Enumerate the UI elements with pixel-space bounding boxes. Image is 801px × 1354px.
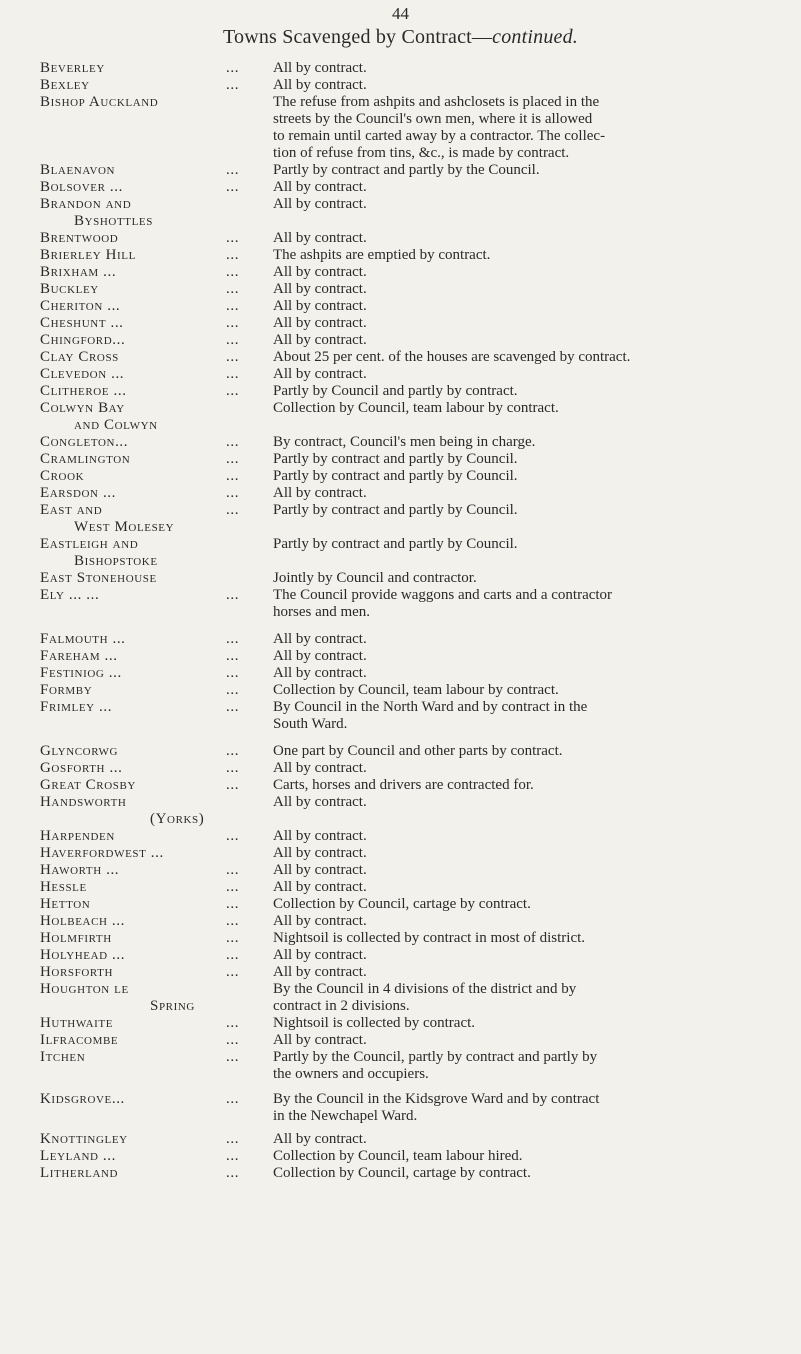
scavenging-description: All by contract. [273,485,367,501]
leader-dots: ... [226,1015,240,1031]
scavenging-description: Partly by the Council, partly by contract and partly by the owners and occupiers. [273,1049,598,1082]
table-row [40,1131,785,1148]
town-name-line: Hetton [40,896,91,912]
table-row [40,648,785,665]
town-name [40,536,273,570]
town-name [40,570,273,587]
town-name-line: Itchen [40,1049,86,1065]
town-name [40,60,273,77]
leader-dots: ... [226,862,240,878]
table-row [40,264,785,281]
leader-dots: ... [226,631,240,647]
table-row [40,587,785,621]
town-name [40,468,273,485]
table-row [40,743,785,760]
page-title [0,26,801,49]
town-name [40,1032,273,1049]
scavenging-description: Collection by Council, team labour by contract. [273,682,559,698]
town-name-line: Clay Cross [40,349,119,365]
table-row [40,1091,785,1125]
scavenging-description: By the Council in the Kidsgrove Ward and by contract in the Newchapel Ward. [273,1091,600,1124]
scavenging-description: By the Council in 4 divisions of the district and by contract in 2 divisions. [273,981,577,1014]
leader-dots: ... [226,947,240,963]
town-name [40,743,273,760]
scavenging-description: All by contract. [273,60,367,76]
town-name [40,349,273,366]
table-row [40,930,785,947]
table-row [40,570,785,587]
leader-dots: ... [226,434,240,450]
town-name [40,77,273,94]
leader-dots: ... [226,699,240,715]
leader-dots: ... [226,1032,240,1048]
town-name [40,879,273,896]
town-name [40,699,273,716]
table-row [40,913,785,930]
town-name-line: Cheshunt ... [40,315,124,331]
town-name [40,400,273,434]
table-row [40,60,785,77]
towns-table [40,60,785,1182]
town-name [40,913,273,930]
scavenging-description: Collection by Council, team labour by contract. [273,400,559,416]
town-name [40,862,273,879]
leader-dots: ... [226,502,240,518]
town-name [40,196,273,230]
table-row [40,366,785,383]
table-row [40,230,785,247]
table-row [40,196,785,230]
scavenging-description: All by contract. [273,665,367,681]
town-name-line: Haworth ... [40,862,120,878]
town-name [40,502,273,536]
town-name [40,1165,273,1182]
town-name-line: Holyhead ... [40,947,126,963]
town-name-line: Cheriton ... [40,298,121,314]
town-name-line: Hessle [40,879,87,895]
town-name-line: Buckley [40,281,99,297]
town-name-line: Festiniog ... [40,665,122,681]
scavenging-description: All by contract. [273,179,367,195]
town-name [40,1015,273,1032]
leader-dots: ... [226,247,240,263]
scavenging-description: All by contract. [273,281,367,297]
leader-dots: ... [226,828,240,844]
scavenging-description: Partly by contract and partly by Council. [273,451,518,467]
town-name [40,930,273,947]
table-row [40,94,785,162]
table-row [40,332,785,349]
town-name-line: Huthwaite [40,1015,114,1031]
town-name-line: East and [40,502,103,518]
leader-dots: ... [226,451,240,467]
town-name-line: Ely ... ... [40,587,100,603]
page-title-italic: continued. [492,26,579,48]
leader-dots: ... [226,1148,240,1164]
leader-dots: ... [226,896,240,912]
town-name [40,845,273,862]
scavenging-description: The Council provide waggons and carts and a contractor horses and men. [273,587,613,620]
scavenging-description: Partly by contract and partly by Council. [273,502,518,518]
town-name [40,896,273,913]
town-name-line: Gosforth ... [40,760,123,776]
scavenging-description: By Council in the North Ward and by contract in the South Ward. [273,699,588,732]
town-name [40,631,273,648]
scavenging-description: Collection by Council, team labour hired. [273,1148,523,1164]
town-name [40,366,273,383]
town-name-line: Haverfordwest ... [40,845,164,861]
town-name-line: Colwyn Bay [40,400,125,416]
scavenging-description: About 25 per cent. of the houses are scavenged by contract. [273,349,631,365]
leader-dots: ... [226,281,240,297]
scavenging-description: All by contract. [273,862,367,878]
town-name-line: Byshottles [74,213,153,229]
scavenging-description: All by contract. [273,366,367,382]
scavenging-description: All by contract. [273,631,367,647]
town-name-line: Bishop Auckland [40,94,159,110]
scavenging-description: Partly by Council and partly by contract. [273,383,518,399]
town-name [40,648,273,665]
leader-dots: ... [226,383,240,399]
town-name-line: Holmfirth [40,930,112,946]
town-name [40,451,273,468]
leader-dots: ... [226,315,240,331]
table-row [40,1015,785,1032]
scavenging-description: Partly by contract and partly by the Council. [273,162,540,178]
leader-dots: ... [226,1165,240,1181]
town-name-line: Clevedon ... [40,366,125,382]
table-row [40,536,785,570]
table-row [40,502,785,536]
table-row [40,862,785,879]
town-name-line: Spring [150,998,195,1014]
table-row [40,1032,785,1049]
leader-dots: ... [226,485,240,501]
table-row [40,77,785,94]
town-name [40,383,273,400]
leader-dots: ... [226,366,240,382]
leader-dots: ... [226,930,240,946]
table-row [40,315,785,332]
town-name [40,1131,273,1148]
scavenging-description: All by contract. [273,828,367,844]
scavenging-description: Partly by contract and partly by Council. [273,468,518,484]
leader-dots: ... [226,60,240,76]
page-title-text: Towns Scavenged by Contract— [222,26,493,48]
table-row [40,298,785,315]
town-name-line: Brandon and [40,196,132,212]
table-row [40,1148,785,1165]
scavenging-description: All by contract. [273,648,367,664]
town-name-line: Glyncorwg [40,743,119,759]
leader-dots: ... [226,1131,240,1147]
table-row [40,1049,785,1083]
scavenging-description: All by contract. [273,230,367,246]
town-name-line: Harpenden [40,828,115,844]
town-name [40,964,273,981]
table-row [40,896,785,913]
town-name-line: Cramlington [40,451,131,467]
table-row [40,777,785,794]
leader-dots: ... [226,77,240,93]
scavenging-description: All by contract. [273,947,367,963]
town-name-line: Brentwood [40,230,119,246]
leader-dots: ... [226,777,240,793]
leader-dots: ... [226,587,240,603]
leader-dots: ... [226,332,240,348]
leader-dots: ... [226,913,240,929]
table-row [40,247,785,264]
scavenging-description: By contract, Council's men being in charge. [273,434,536,450]
scavenging-description: All by contract. [273,760,367,776]
table-row [40,383,785,400]
table-row [40,682,785,699]
town-name [40,777,273,794]
town-name-line: Earsdon ... [40,485,116,501]
table-row [40,828,785,845]
table-row [40,468,785,485]
scavenging-description: Carts, horses and drivers are contracted for. [273,777,534,793]
town-name-line: Eastleigh and [40,536,139,552]
leader-dots: ... [226,665,240,681]
town-name-line: Frimley ... [40,699,113,715]
town-name [40,1091,273,1108]
town-name [40,230,273,247]
table-row [40,947,785,964]
town-name-line: Blaenavon [40,162,116,178]
town-name-line: Clitheroe ... [40,383,127,399]
town-name [40,247,273,264]
town-name [40,332,273,349]
town-name [40,1049,273,1066]
table-row [40,981,785,1015]
table-row [40,964,785,981]
town-name-line: Litherland [40,1165,119,1181]
leader-dots: ... [226,468,240,484]
town-name-line: Great Crosby [40,777,136,793]
table-row [40,1165,785,1182]
scavenging-description: All by contract. [273,315,367,331]
leader-dots: ... [226,682,240,698]
town-name-line: Leyland ... [40,1148,116,1164]
town-name-line: Crook [40,468,85,484]
table-row [40,434,785,451]
page-number: 44 [392,4,409,23]
town-name-line: Brixham ... [40,264,117,280]
town-name-line: Ilfracombe [40,1032,119,1048]
table-row [40,179,785,196]
town-name [40,315,273,332]
table-row [40,879,785,896]
town-name-line: (Yorks) [150,811,205,827]
scavenging-description: Collection by Council, cartage by contract. [273,896,531,912]
leader-dots: ... [226,879,240,895]
scavenging-description: One part by Council and other parts by contract. [273,743,563,759]
table-row [40,631,785,648]
town-name-line: Holbeach ... [40,913,125,929]
leader-dots: ... [226,743,240,759]
table-row [40,665,785,682]
table-row [40,760,785,777]
table-row [40,485,785,502]
scavenging-description: All by contract. [273,845,367,861]
scavenging-description: All by contract. [273,298,367,314]
leader-dots: ... [226,1091,240,1107]
town-name [40,485,273,502]
town-name-line: East Stonehouse [40,570,157,586]
town-name [40,682,273,699]
town-name [40,264,273,281]
town-name-line: Horsforth [40,964,114,980]
leader-dots: ... [226,230,240,246]
table-row [40,845,785,862]
town-name [40,794,273,828]
town-name-line: Beverley [40,60,105,76]
town-name [40,981,273,1015]
leader-dots: ... [226,179,240,195]
town-name [40,434,273,451]
town-name-line: and Colwyn [74,417,158,433]
leader-dots: ... [226,162,240,178]
scavenging-description: All by contract. [273,77,367,93]
town-name-line: Brierley Hill [40,247,136,263]
table-row [40,794,785,828]
scavenging-description: Jointly by Council and contractor. [273,570,477,586]
scavenging-description: Collection by Council, cartage by contract. [273,1165,531,1181]
leader-dots: ... [226,349,240,365]
scavenging-description: All by contract. [273,1032,367,1048]
town-name [40,760,273,777]
scavenging-description: Nightsoil is collected by contract. [273,1015,476,1031]
town-name [40,947,273,964]
leader-dots: ... [226,964,240,980]
table-row [40,349,785,366]
leader-dots: ... [226,298,240,314]
town-name-line: Fareham ... [40,648,118,664]
scavenging-description: All by contract. [273,964,367,980]
scavenging-description: All by contract. [273,913,367,929]
leader-dots: ... [226,648,240,664]
scavenging-description: All by contract. [273,794,367,810]
table-row [40,281,785,298]
town-name-line: West Molesey [74,519,175,535]
leader-dots: ... [226,760,240,776]
town-name-line: Bexley [40,77,90,93]
scavenging-description: All by contract. [273,332,367,348]
town-name-line: Chingford... [40,332,126,348]
town-name [40,179,273,196]
leader-dots: ... [226,264,240,280]
leader-dots: ... [226,1049,240,1065]
table-row [40,162,785,179]
town-name-line: Handsworth [40,794,127,810]
town-name [40,298,273,315]
table-row [40,699,785,733]
town-name [40,281,273,298]
town-name-line: Kidsgrove... [40,1091,125,1107]
town-name-line: Falmouth ... [40,631,126,647]
scavenging-description: Nightsoil is collected by contract in most of district. [273,930,586,946]
town-name [40,665,273,682]
town-name-line: Bolsover ... [40,179,123,195]
table-row [40,400,785,434]
scavenging-description: All by contract. [273,196,367,212]
town-name [40,587,273,604]
table-row [40,451,785,468]
town-name [40,828,273,845]
town-name [40,1148,273,1165]
town-name-line: Formby [40,682,93,698]
town-name-line: Congleton... [40,434,129,450]
scavenging-description: All by contract. [273,1131,367,1147]
scavenging-description: All by contract. [273,264,367,280]
scavenging-description: The ashpits are emptied by contract. [273,247,491,263]
scavenging-description: All by contract. [273,879,367,895]
town-name-line: Houghton le [40,981,129,997]
town-name-line: Knottingley [40,1131,128,1147]
town-name-line: Bishopstoke [74,553,158,569]
scavenging-description: The refuse from ashpits and ashclosets is placed in the streets by the Council's own men, where it is allowed to remain until carted away by a contractor. The collec- tion of refuse from tins, &c., is made by contract. [273,94,606,161]
town-name [40,162,273,179]
scavenging-description: Partly by contract and partly by Council. [273,536,518,552]
town-name [40,94,273,111]
